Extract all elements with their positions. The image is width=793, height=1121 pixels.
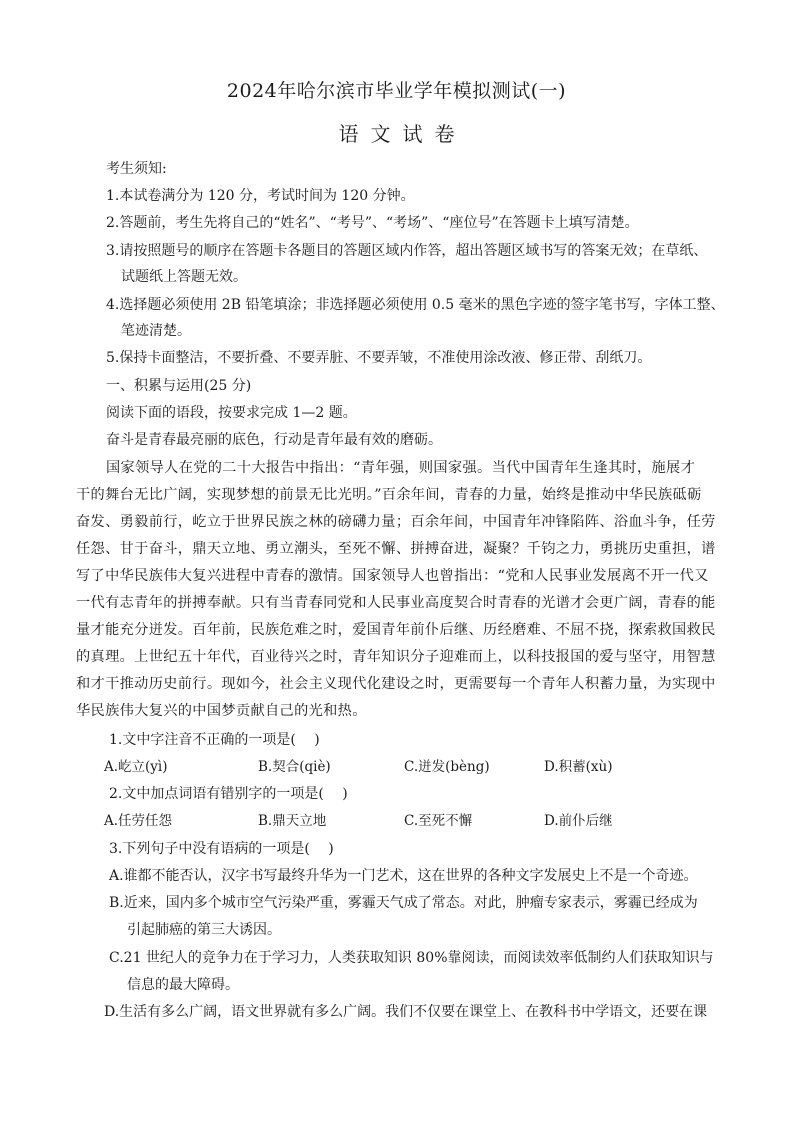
- question-3-option-c: C.21 世纪人的竞争力在于学习力，人类获取知识 80%靠阅读，而阅读效率低制约人们获取知识与: [109, 950, 714, 966]
- passage-line: 华民族伟大复兴的中国梦贡献自己的光和热。: [76, 703, 367, 719]
- passage-line: 的真理。上世纪五十年代，百业待兴之时，青年知识分子迎难而上，以科技报国的爱与坚守，用智慧: [76, 649, 716, 665]
- question-3-option-b: B.近来，国内多个城市空气污染严重，雾霾天气成了常态。对此，肿瘤专家表示，雾霾已经成为: [109, 895, 698, 911]
- question-2-option-a: A.任劳任怨: [104, 813, 173, 829]
- passage-line: 国家领导人在党的二十大报告中指出：“青年强，则国家强。当代中国青年生逢其时，施展才: [106, 460, 696, 476]
- question-2-option-b: B.鼎天立地: [258, 813, 327, 829]
- passage-line: 奋发、勇毅前行，屹立于世界民族之林的磅礴力量；百余年间，中国青年冲锋陷阵、浴血斗争，任劳: [76, 514, 716, 530]
- notice-item-3: 3.请按照题号的顺序在答题卡各题目的答题区域内作答，超出答题区域书写的答案无效；在草纸、: [106, 243, 708, 259]
- passage-line: 一代有志青年的拼搏奉献。只有当青春同党和人民事业高度契合时青春的光谱才会更广阔，青春的能: [76, 595, 716, 611]
- notice-item-2: 2.答题前，考生先将自己的“姓名”、“考号”、“考场”、“座位号”在答题卡上填写清楚。: [106, 215, 639, 231]
- question-1-option-c: C.迸发(bèng): [404, 759, 490, 775]
- section-heading: 一、积累与运用(25 分): [106, 378, 252, 394]
- passage-line: 和才干推动历史前行。现如今，社会主义现代化建设之时，更需要每一个青年人积蓄力量，为实现中: [76, 676, 716, 692]
- passage-line: 量才能充分迸发。百年前，民族危难之时，爱国青年前仆后继、历经磨难、不屈不挠，探索救国救民: [76, 622, 716, 638]
- question-3-option-c-cont: 信息的最大障碍。: [127, 977, 239, 993]
- question-3-option-d: D.生活有多么广阔，语文世界就有多么广阔。我们不仅要在课堂上、在教科书中学语文，还要在课: [104, 1004, 708, 1020]
- question-1-stem: 1.文中字注音不正确的一项是( ): [109, 732, 320, 748]
- passage-lead: 奋斗是青春最亮丽的底色，行动是青年最有效的磨砺。: [106, 432, 442, 448]
- question-1-option-b: B.契合(qiè): [258, 759, 331, 775]
- notice-item-3-cont: 试题纸上答题无效。: [121, 269, 247, 285]
- notice-item-4: 4.选择题必须使用 2B 铅笔填涂；非选择题必须使用 0.5 毫米的黑色字迹的签字笔书写，字体工整、: [106, 297, 725, 313]
- passage-line: 干的舞台无比广阔，实现梦想的前景无比光明。”百余年间，青春的力量，始终是推动中华民族砥砺: [76, 487, 702, 503]
- question-3-option-b-cont: 引起肺癌的第三大诱因。: [127, 922, 281, 938]
- notice-item-4-cont: 笔迹清楚。: [121, 323, 191, 339]
- exam-title: 2024年哈尔滨市毕业学年模拟测试(一): [226, 80, 567, 102]
- section-instruction: 阅读下面的语段，按要求完成 1—2 题。: [106, 405, 357, 421]
- question-2-option-c: C.至死不懈: [404, 813, 473, 829]
- question-2-option-d: D.前仆后继: [544, 813, 613, 829]
- notice-heading: 考生须知:: [106, 161, 167, 177]
- notice-item-5: 5.保持卡面整洁，不要折叠、不要弄脏、不要弄皱，不准使用涂改液、修正带、刮纸刀。: [106, 350, 652, 366]
- passage-line: 任怨、甘于奋斗，鼎天立地、勇立潮头，至死不懈、拼搏奋进，凝聚？千钧之力，勇挑历史重担，谱: [76, 541, 716, 557]
- question-1-option-a: A.屹立(yì): [104, 759, 168, 775]
- question-3-stem: 3.下列句子中没有语病的一项是( ): [109, 841, 334, 857]
- question-2-stem: 2.文中加点词语有错别字的一项是( ): [109, 786, 348, 802]
- notice-item-1: 1.本试卷满分为 120 分，考试时间为 120 分钟。: [106, 188, 415, 204]
- exam-subtitle: 语文试卷: [338, 122, 467, 146]
- question-1-option-d: D.积蓄(xù): [544, 759, 613, 775]
- question-3-option-a: A.谁都不能否认，汉字书写最终升华为一门艺术，这在世界的各种文字发展史上不是一个奇迹。: [109, 868, 698, 884]
- passage-line: 写了中华民族伟大复兴进程中青春的激情。国家领导人也曾指出：“党和人民事业发展离不开一代又: [76, 568, 709, 584]
